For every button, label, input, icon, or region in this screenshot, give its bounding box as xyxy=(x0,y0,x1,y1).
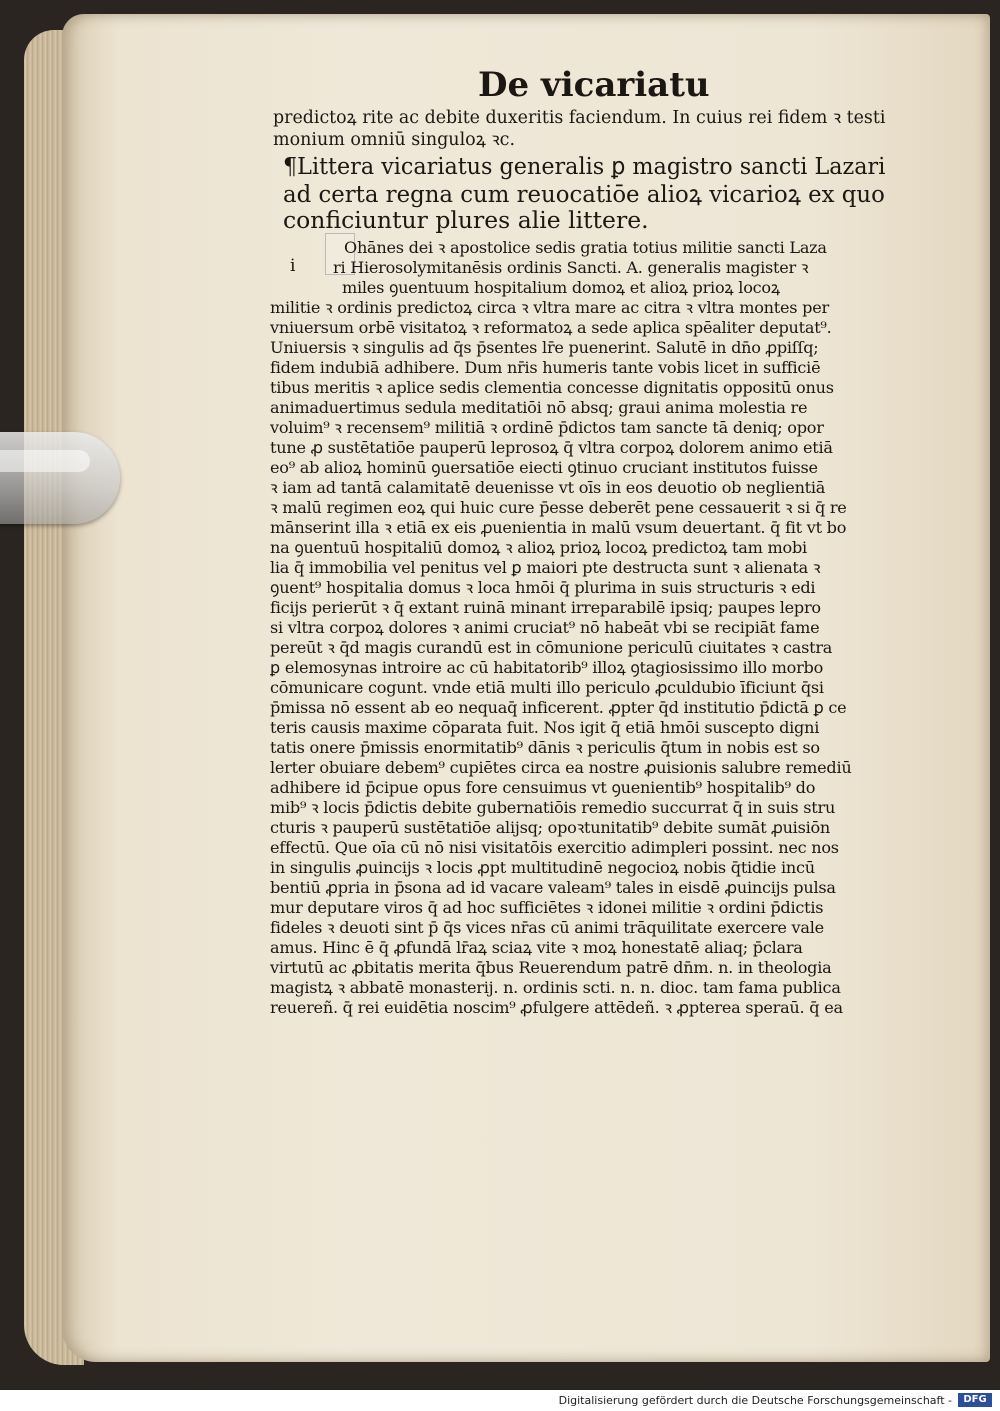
body-line: in singulis ꝓuincijs ꝛ locis ꝓpt multitudinē negocioꝝ nobis q̄tidie incū xyxy=(270,858,815,877)
body-line: cturis ꝛ pauperū sustētatiōe alijsq; opoꝛtunitatib⁹ debite sumāt ꝓuisiōn xyxy=(270,818,831,837)
body-line: miles ꝯuentuum hospitalium domoꝝ et alioꝝ prioꝝ locoꝝ xyxy=(342,278,780,297)
body-line: si vltra corpoꝝ dolores ꝛ animi cruciat⁹ nō habeāt vbi se recipiāt fame xyxy=(270,618,820,637)
body-line: fidem indubiā adhibere. Dum nr̄is humeris tante vobis licet in sufficiē xyxy=(270,358,821,377)
body-line: magistꝝ ꝛ abbatē monasterij. n. ordinis scti. n. n. dioc. tam fama publica xyxy=(270,978,841,997)
body-line: lia q̄ immobilia vel penitus vel ꝑ maiori pte destructa sunt ꝛ alienata ꝛ xyxy=(270,558,821,577)
body-line: p̄missa nō essent ab eo nequaq̄ inficerent. ꝓpter q̄d institutio p̄dictā ꝑ ce xyxy=(270,698,847,717)
body-line: animaduertimus sedula meditatiōi nō absq; graui anima molestia re xyxy=(270,398,808,417)
body-line: tibus meritis ꝛ aplice sedis clementia concesse dignitatis oppositū onus xyxy=(270,378,834,397)
section-title-line: conficiuntur plures alie littere. xyxy=(283,206,649,234)
body-line: effectū. Que oīa cū nō nisi visitatōis exercitio adimpleri possint. nec nos xyxy=(270,838,839,857)
body-line: eo⁹ ab alioꝝ hominū ꝯuersatiōe eiecti ꝯtinuo cruciant institutos fuisse xyxy=(270,458,818,477)
body-line: cōmunicare cogunt. vnde etiā multi illo periculo ꝓculdubio īficiunt q̄si xyxy=(270,678,824,697)
body-line: lerter obuiare debem⁹ cupiētes circa ea nostre ꝓuisionis salubre remediū xyxy=(270,758,852,777)
body-line: adhibere id p̄cipue opus fore censuimus vt ꝯuenientib⁹ hospitalib⁹ do xyxy=(270,778,816,797)
body-line: mānserint illa ꝛ etiā ex eis ꝓuenientia in malū vsum deuertant. q̄ fit vt bo xyxy=(270,518,847,537)
body-line: pereūt ꝛ q̄d magis curandū est in cōmunione periculū ciuitates ꝛ castra xyxy=(270,638,833,657)
body-line: ꝛ malū regimen eoꝝ qui huic cure p̄esse deberēt pene cessauerit ꝛ si q̄ re xyxy=(270,498,847,517)
body-line: militie ꝛ ordinis predictoꝝ circa ꝛ vltra mare ac citra ꝛ vltra montes per xyxy=(270,298,829,317)
dfg-logo: DFG xyxy=(958,1393,992,1407)
continuation-line: predictoꝝ rite ac debite duxeritis faciendum. In cuius rei fidem ꝛ testi xyxy=(273,108,886,128)
marginal-letter: i xyxy=(290,256,296,276)
body-line: fideles ꝛ deuoti sint p̄ q̄s vices nr̄as cū animi trāquilitate exercere vale xyxy=(270,918,824,937)
body-line: tune ꝓ sustētatiōe pauperū leprosoꝝ q̄ vltra corpoꝝ dolorem animo etiā xyxy=(270,438,833,457)
body-line: ri Hierosolymitanēsis ordinis Sancti. A. generalis magister ꝛ xyxy=(333,258,809,277)
body-line: virtutū ac ꝓbitatis merita q̄bus Reuerendum patrē dn̄m. n. in theologia xyxy=(270,958,832,977)
body-line: Ohānes dei ꝛ apostolice sedis gratia totius militie sancti Laza xyxy=(344,238,827,257)
section-title-line: ad certa regna cum reuocatiōe alioꝝ vicarioꝝ ex quo xyxy=(283,180,885,208)
body-line: mib⁹ ꝛ locis p̄dictis debite gubernatiōis remedio succurrat q̄ in suis stru xyxy=(270,798,836,817)
body-line: ficijs perierūt ꝛ q̄ extant ruinā minant irreparabilē ipsiq; paupes lepro xyxy=(270,598,821,617)
section-title-line: ¶Littera vicariatus generalis ꝑ magistro sancti Lazari xyxy=(283,152,886,180)
body-line: Uniuersis ꝛ singulis ad q̄s p̄sentes lr̄e puenerint. Salutē in dn̄o ꝓpiſſq; xyxy=(270,338,819,357)
body-line: mur deputare viros q̄ ad hoc sufficiētes ꝛ idonei militie ꝛ ordini p̄dictis xyxy=(270,898,824,917)
continuation-line: monium omniū singuloꝝ ꝛc. xyxy=(273,130,516,150)
body-line: reuereñ. q̄ rei euidētia noscim⁹ ꝓfulgere attēdeñ. ꝛ ꝓpterea speraū. q̄ ea xyxy=(270,998,843,1017)
digitization-footer xyxy=(0,1390,1000,1411)
body-line: teris causis maxime cōparata fuit. Nos igit q̄ etiā hmōi suscepto digni xyxy=(270,718,820,737)
funding-credit: Digitalisierung gefördert durch die Deutsche Forschungsgemeinschaft - xyxy=(558,1394,952,1407)
body-line: amus. Hinc ē q̄ ꝓfundā lr̄aꝝ sciaꝝ vite ꝛ moꝝ honestatē aliaq; p̄clara xyxy=(270,938,803,957)
body-line: ꝑ elemosynas introire ac cū habitatorib⁹ illoꝝ ꝯtagiosissimo illo morbo xyxy=(270,658,824,677)
body-line: vniuersum orbē visitatoꝝ ꝛ reformatoꝝ a sede aplica spēaliter deputat⁹. xyxy=(270,318,832,337)
body-line: tatis onere p̄missis enormitatib⁹ dānis ꝛ periculis q̄tum in nobis est so xyxy=(270,738,820,757)
body-line: ꝛ iam ad tantā calamitatē deuenisse vt oīs in eos deuotio ob neglientiā xyxy=(270,478,826,497)
body-line: na ꝯuentuū hospitaliū domoꝝ ꝛ alioꝝ prioꝝ locoꝝ predictoꝝ tam mobi xyxy=(270,538,807,557)
running-head: De vicariatu xyxy=(478,65,710,105)
body-line: voluim⁹ ꝛ recensem⁹ militiā ꝛ ordinē p̄dictos tam sancte tā deniq; opor xyxy=(270,418,824,437)
body-line: ꝯuent⁹ hospitalia domus ꝛ loca hmōi q̄ plurima in suis structuris ꝛ edi xyxy=(270,578,816,597)
body-line: bentiū ꝓpria in p̄sona ad id vacare valeam⁹ tales in eisdē ꝓuincijs pulsa xyxy=(270,878,836,897)
